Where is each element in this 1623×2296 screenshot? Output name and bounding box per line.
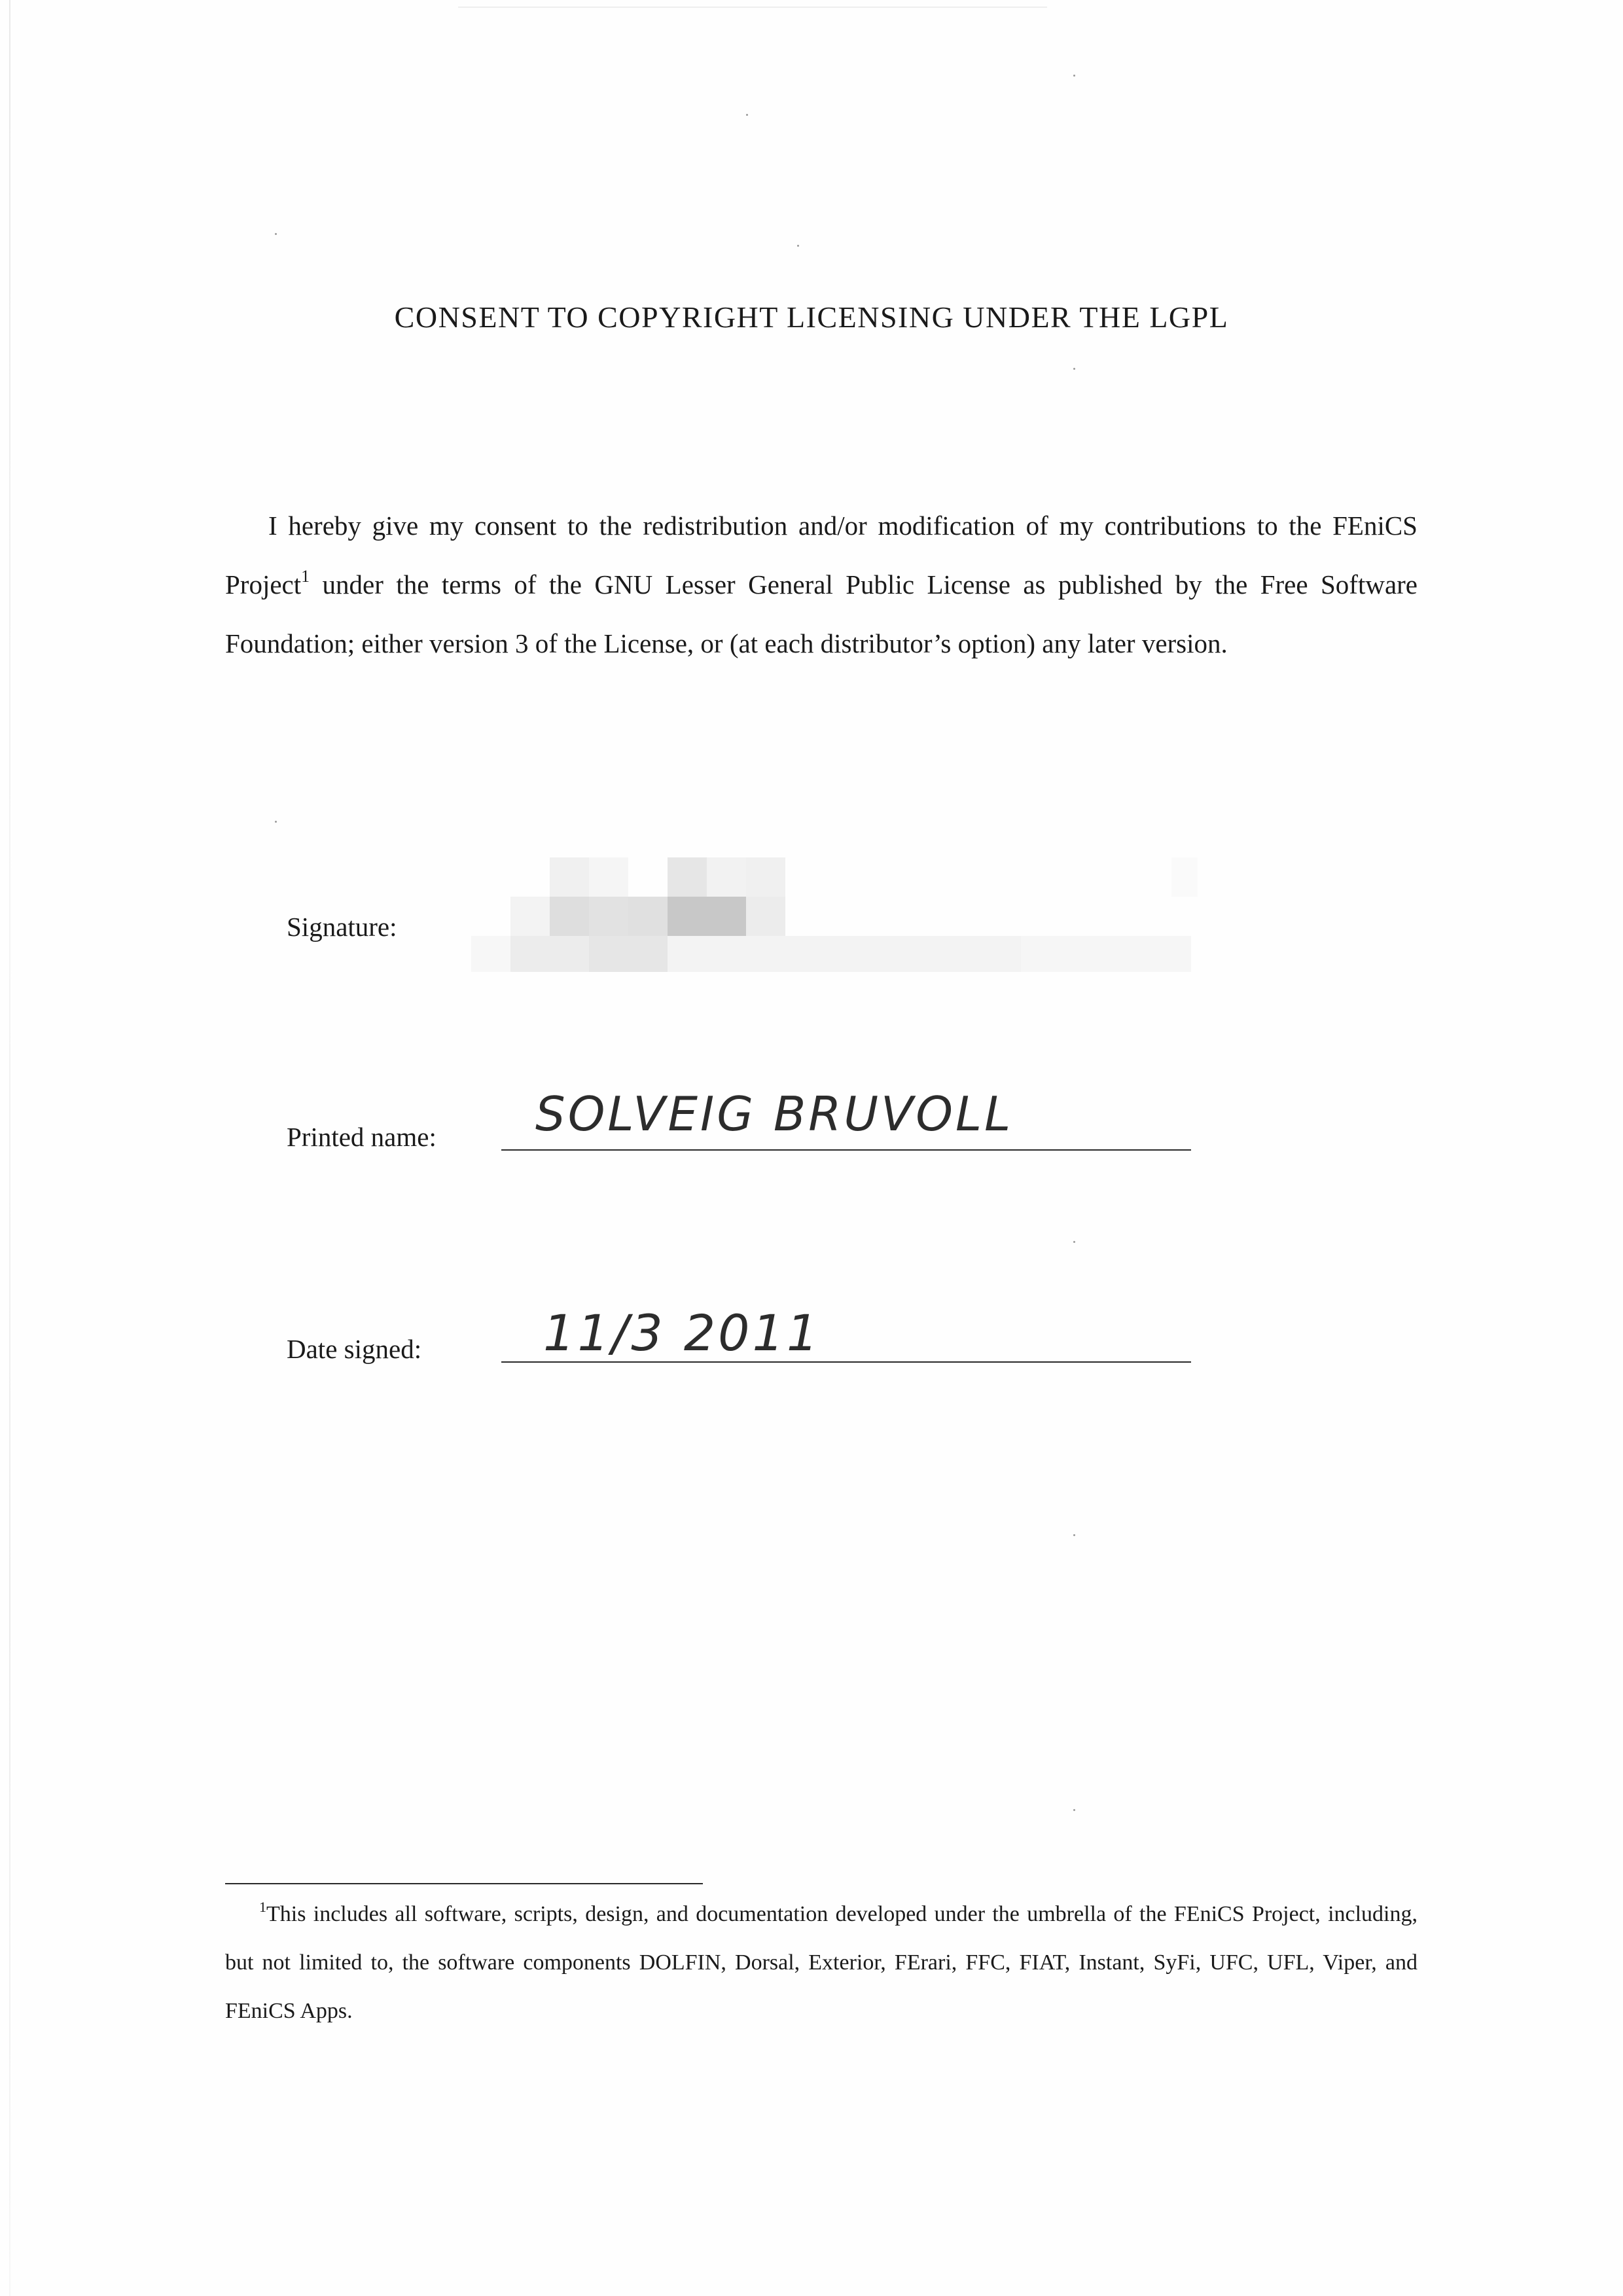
scan-speck bbox=[1073, 1534, 1075, 1536]
scan-speck bbox=[1073, 368, 1075, 370]
consent-text-part-1: I hereby give my consent to the redistribution and/or modification of my contributions to the FEniCS Project bbox=[225, 511, 1418, 600]
scan-edge-top bbox=[458, 7, 1047, 8]
printed-name-label: Printed name: bbox=[287, 1122, 437, 1152]
footnote-mark: 1 bbox=[259, 1899, 266, 1915]
footnote-rule bbox=[225, 1883, 703, 1884]
scan-speck bbox=[1073, 1809, 1075, 1811]
scan-speck bbox=[1073, 75, 1075, 77]
footnote-text: This includes all software, scripts, design, and documentation developed under the umbrella of the FEniCS Project, including, but not limited to, the software components DOLFIN, Dorsal, Exterior, FErari, FFC, FIAT, Instant, SyFi, UFC, UFL, Viper, and FEniCS Apps. bbox=[225, 1902, 1418, 2023]
scan-speck bbox=[275, 821, 277, 823]
footnote bbox=[225, 1890, 1418, 2036]
scan-speck bbox=[746, 114, 748, 116]
scan-edge-left bbox=[9, 0, 10, 2296]
date-signed-label: Date signed: bbox=[287, 1334, 422, 1364]
printed-name-handwritten: SOLVEIG BRUVOLL bbox=[535, 1086, 1014, 1141]
consent-text-part-2: under the terms of the GNU Lesser General Public License as published by the Free Software Foundation; either version 3 of the License, or (at each distributor’s option) any later version. bbox=[225, 569, 1418, 658]
date-signed-handwritten: 11/3 2011 bbox=[543, 1304, 821, 1362]
redacted-signature bbox=[471, 851, 1217, 975]
scan-speck bbox=[1073, 1241, 1075, 1243]
scan-speck bbox=[797, 245, 799, 247]
date-signed-line bbox=[501, 1361, 1191, 1363]
footnote-reference: 1 bbox=[301, 567, 310, 586]
signature-label: Signature: bbox=[287, 912, 397, 942]
scan-speck bbox=[275, 233, 277, 235]
document-title: CONSENT TO COPYRIGHT LICENSING UNDER THE LGPL bbox=[394, 300, 1229, 334]
printed-name-line bbox=[501, 1149, 1191, 1151]
consent-paragraph bbox=[225, 496, 1418, 673]
